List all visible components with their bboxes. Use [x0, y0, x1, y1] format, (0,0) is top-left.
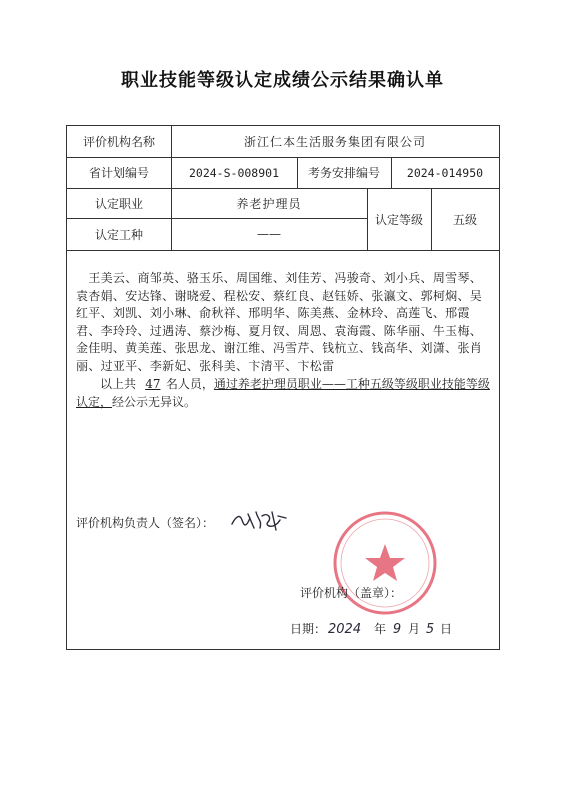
list-item: 李玲玲 [100, 323, 138, 338]
list-item: 蔡红良 [272, 288, 310, 303]
list-item: 周雪琴 [432, 271, 470, 285]
worktype-label: 认定工种 [94, 227, 143, 242]
date-year-unit: 年 [374, 622, 387, 636]
date-label: 日期： [290, 622, 327, 636]
list-item: 张科美 [199, 358, 236, 373]
list-separator: 、 [211, 341, 224, 356]
date-day-unit: 日 [440, 622, 453, 636]
list-item: 商邹英 [137, 271, 175, 285]
list-separator: 、 [100, 306, 113, 321]
responsible-signature-label: 评价机构负责人（签名）： [76, 516, 215, 530]
list-separator: 、 [359, 341, 372, 356]
list-item: 黄美莲 [125, 341, 163, 356]
list-item: 冯雪芹 [272, 341, 310, 356]
list-item: 周恩 [297, 323, 323, 338]
list-separator: 、 [420, 323, 433, 338]
date-month: 9 [392, 622, 402, 637]
date-day: 5 [425, 622, 435, 637]
list-separator: 、 [235, 358, 249, 373]
date-year: 2024 [328, 622, 362, 637]
notice-underlined: 通过养老护理员职业——工种五级等级职业技能等级认定， [76, 377, 490, 409]
list-item: 张肖丽 [76, 341, 483, 373]
plan-number-value: 2024-S-008901 [188, 165, 279, 180]
list-item: 周国维 [235, 271, 273, 285]
list-separator: 、 [309, 341, 323, 356]
worktype-value: —— [257, 227, 281, 241]
list-separator: 、 [457, 288, 470, 303]
list-item: 郭柯焖 [420, 288, 458, 303]
list-separator: 、 [408, 288, 421, 303]
list-item: 俞秋祥 [199, 306, 236, 321]
level-value: 五级 [452, 212, 477, 227]
list-item: 张思龙 [174, 341, 212, 356]
list-separator: 、 [186, 306, 200, 321]
date-month-unit: 月 [408, 622, 421, 636]
list-item: 刘凯 [112, 306, 138, 321]
list-item: 金佳明 [76, 341, 113, 356]
date-row [290, 620, 452, 637]
list-item: 卞清平 [248, 358, 286, 373]
list-separator: 、 [235, 306, 249, 321]
list-separator: 、 [162, 341, 175, 356]
org-name-label: 评价机构名称 [82, 135, 155, 149]
list-item: 谢晓爱 [174, 288, 212, 303]
list-separator: 、 [371, 323, 384, 338]
list-item: 金林玲 [346, 306, 384, 321]
list-item: 李新妃 [149, 358, 187, 373]
exam-number-label: 考务安排编号 [307, 166, 380, 180]
list-separator: 、 [309, 288, 323, 303]
list-separator: 、 [186, 323, 200, 338]
list-item: 高莲飞 [395, 306, 433, 321]
list-item: 谢江维 [223, 341, 261, 356]
list-separator: 、 [408, 341, 421, 356]
list-item: 冯骏奇 [334, 271, 372, 285]
name-list [76, 270, 494, 376]
plan-number-label: 省计划编号 [88, 166, 149, 180]
list-item: 刘潇 [420, 341, 446, 356]
list-separator: 、 [432, 306, 446, 321]
list-separator: 、 [235, 323, 249, 338]
list-item: 钱高华 [371, 341, 409, 356]
list-item: 钱杭立 [322, 341, 359, 356]
handwritten-signature [228, 506, 288, 534]
list-separator: 、 [272, 271, 286, 285]
list-item: 骆玉乐 [186, 271, 224, 285]
notice-prefix: 以上共 [100, 377, 137, 391]
list-item: 吴红平 [76, 288, 483, 321]
list-separator: 、 [420, 271, 433, 285]
list-item: 邢霞君 [76, 306, 470, 338]
list-separator: 、 [112, 288, 126, 303]
list-item: 陈华丽 [383, 323, 421, 338]
list-separator: 、 [469, 271, 483, 285]
list-item: 张瀛文 [371, 288, 409, 303]
list-item: 过亚平 [100, 358, 138, 373]
list-separator: 、 [445, 341, 458, 356]
list-separator: 、 [88, 323, 101, 338]
list-item: 过遇涛 [149, 323, 187, 338]
list-separator: 、 [285, 358, 298, 373]
org-name-value: 浙江仁本生活服务集团有限公司 [243, 135, 426, 149]
list-item: 赵钰娇 [322, 288, 359, 303]
level-label: 认定等级 [374, 212, 423, 227]
list-separator: 、 [137, 323, 150, 338]
list-separator: 、 [371, 271, 384, 285]
list-separator: 、 [359, 288, 372, 303]
agency-seal-label: 评价机构（盖章）： [300, 586, 403, 600]
list-separator: 、 [174, 271, 187, 285]
occupation-value: 养老护理员 [236, 196, 302, 211]
list-separator: 、 [137, 358, 150, 373]
list-item: 陈美燕 [297, 306, 335, 321]
page-title: 职业技能等级认定成绩公示结果确认单 [121, 70, 444, 91]
list-item: 安达锋 [125, 288, 163, 303]
list-separator: 、 [322, 271, 335, 285]
list-item: 程松安 [223, 288, 261, 303]
list-separator: 、 [162, 288, 175, 303]
list-item: 刘佳芳 [285, 271, 323, 285]
list-separator: 、 [223, 271, 236, 285]
notice-middle: 名人员， [165, 377, 214, 391]
list-separator: 、 [260, 341, 273, 356]
list-separator: 、 [125, 271, 138, 285]
list-item: 王美云 [88, 271, 126, 285]
list-item: 刘小琳 [149, 306, 187, 321]
official-seal [330, 508, 440, 618]
list-separator: 、 [285, 323, 298, 338]
notice-paragraph [76, 376, 494, 411]
list-item: 蔡沙梅 [199, 323, 236, 338]
list-item: 邢明华 [248, 306, 286, 321]
list-separator: 、 [334, 306, 347, 321]
list-item: 夏月钗 [248, 323, 286, 338]
list-separator: 、 [285, 306, 298, 321]
list-item: 袁杏娟 [76, 288, 113, 303]
list-separator: 、 [211, 288, 224, 303]
notice-suffix: 经公示无异议。 [112, 394, 197, 409]
list-separator: 、 [88, 358, 101, 373]
list-separator: 、 [322, 323, 335, 338]
list-item: 牛玉梅 [432, 323, 470, 338]
table-rule [67, 250, 499, 251]
list-separator: 、 [469, 323, 483, 338]
notice-count: 47 [145, 377, 161, 391]
list-separator: 、 [137, 306, 150, 321]
exam-number-value: 2024-014950 [406, 165, 484, 180]
occupation-label: 认定职业 [94, 196, 143, 211]
list-item: 袁海霞 [334, 323, 372, 338]
list-item: 卞松雷 [297, 358, 335, 373]
list-separator: 、 [112, 341, 126, 356]
list-separator: 、 [383, 306, 396, 321]
list-separator: 、 [186, 358, 200, 373]
list-separator: 、 [260, 288, 273, 303]
list-item: 刘小兵 [383, 271, 421, 285]
